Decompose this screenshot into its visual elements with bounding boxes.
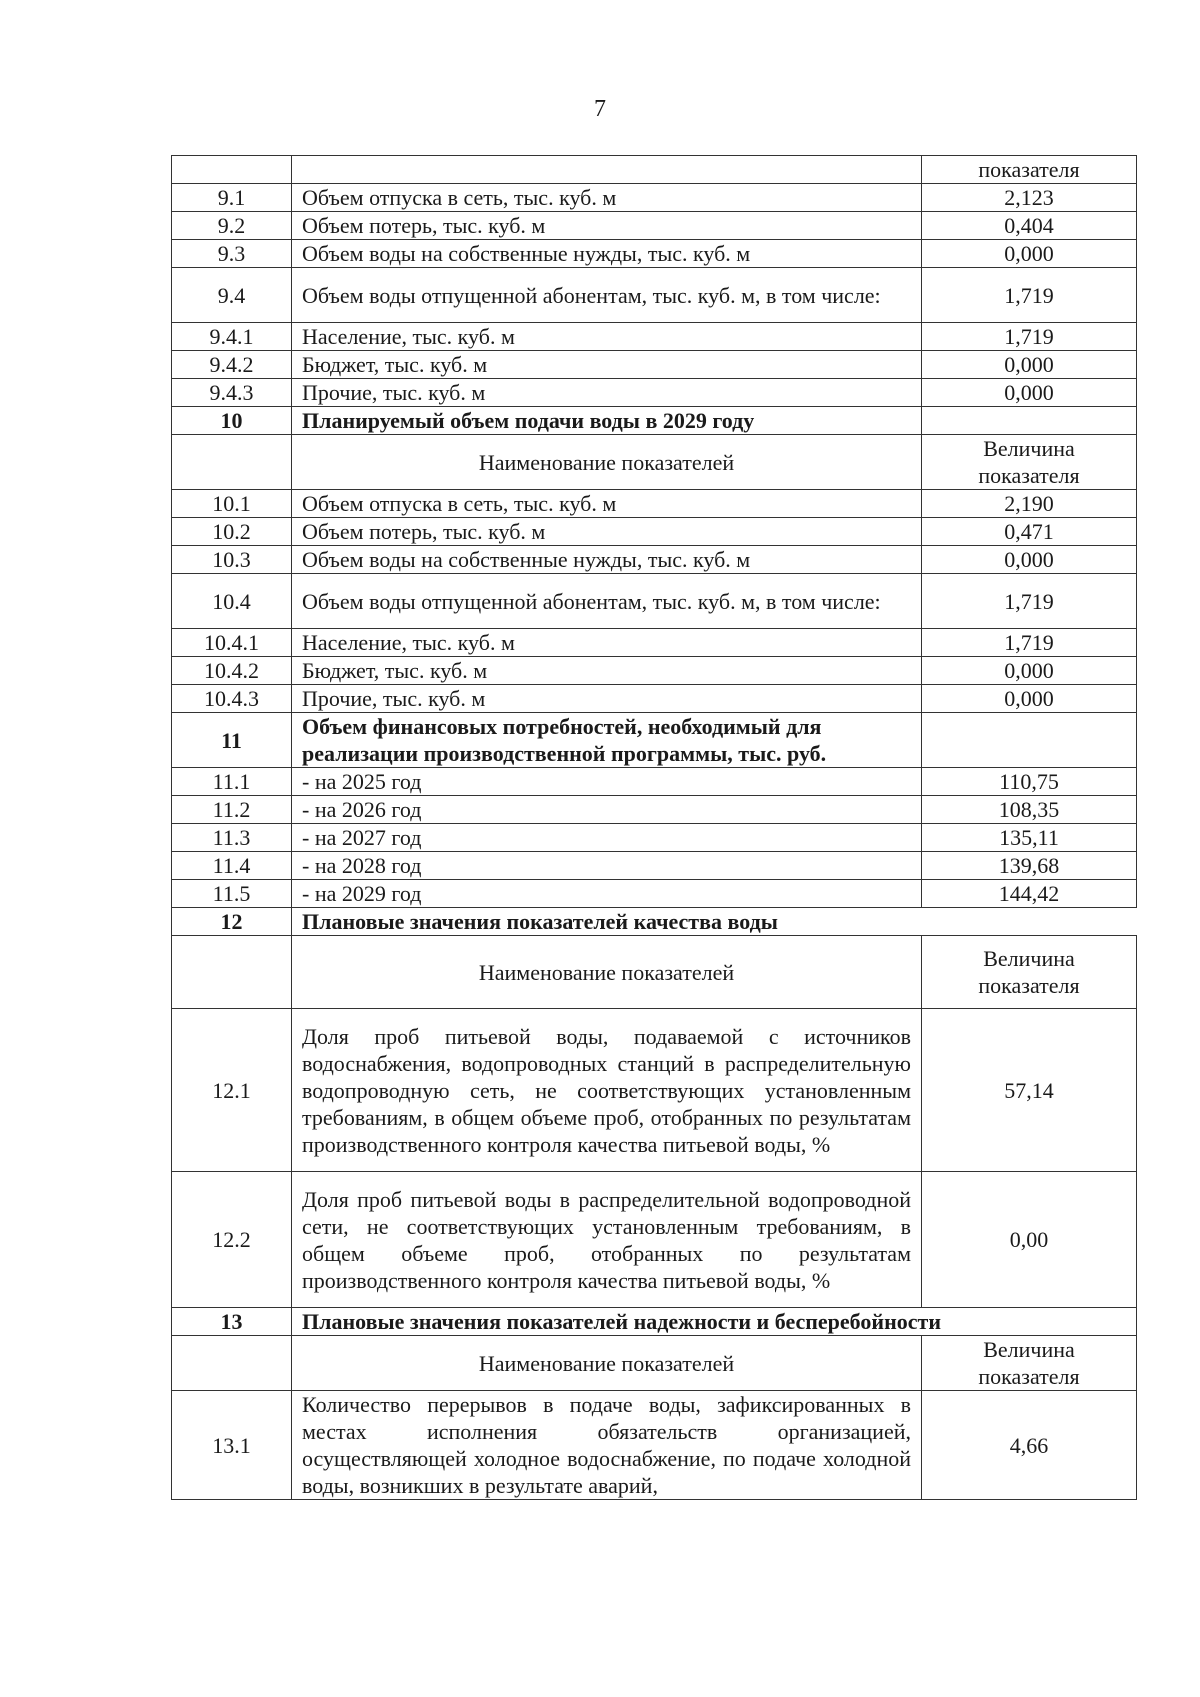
row-name: Объем отпуска в сеть, тыс. куб. м — [292, 184, 922, 212]
section-number: 10 — [172, 407, 292, 435]
table-row — [172, 629, 1137, 657]
empty-cell — [172, 1336, 292, 1391]
row-number: 10.4 — [172, 574, 292, 629]
column-header-row — [172, 435, 1137, 490]
row-value: 0,471 — [922, 518, 1137, 546]
row-number: 12.1 — [172, 1009, 292, 1172]
empty-cell — [292, 156, 922, 184]
table-row — [172, 1009, 1137, 1172]
row-name: Количество перерывов в подаче воды, зафиксированных в местах исполнения обязательств организацией, осуществляющей холодное водоснабжение, по подаче холодной воды, возникших в результате аварий, — [292, 1391, 922, 1500]
row-value: 57,14 — [922, 1009, 1137, 1172]
section-number: 13 — [172, 1308, 292, 1336]
row-value: 1,719 — [922, 323, 1137, 351]
value-column-header: Величина показателя — [922, 1336, 1137, 1391]
table-row — [172, 768, 1137, 796]
empty-cell — [172, 435, 292, 490]
row-value: 0,404 — [922, 212, 1137, 240]
row-name: Объем отпуска в сеть, тыс. куб. м — [292, 490, 922, 518]
table-row — [172, 852, 1137, 880]
row-value: 0,000 — [922, 240, 1137, 268]
row-name: Бюджет, тыс. куб. м — [292, 351, 922, 379]
row-value: 108,35 — [922, 796, 1137, 824]
row-value: 110,75 — [922, 768, 1137, 796]
table-row — [172, 685, 1137, 713]
row-name: Население, тыс. куб. м — [292, 629, 922, 657]
row-value: 1,719 — [922, 574, 1137, 629]
row-number: 12.2 — [172, 1172, 292, 1308]
row-name: - на 2028 год — [292, 852, 922, 880]
table-row — [172, 657, 1137, 685]
indicators-table — [171, 155, 1137, 1500]
section-title: Плановые значения показателей качества воды — [292, 908, 1137, 936]
section-number: 11 — [172, 713, 292, 768]
table-row — [172, 490, 1137, 518]
row-value: 2,123 — [922, 184, 1137, 212]
row-number: 11.3 — [172, 824, 292, 852]
table-row — [172, 268, 1137, 323]
empty-cell — [922, 713, 1137, 768]
row-number: 9.2 — [172, 212, 292, 240]
row-number: 10.4.1 — [172, 629, 292, 657]
table-row — [172, 379, 1137, 407]
table-row — [172, 351, 1137, 379]
section-title: Плановые значения показателей надежности и бесперебойности — [292, 1308, 1137, 1336]
row-number: 9.4.3 — [172, 379, 292, 407]
section-title-row — [172, 407, 1137, 435]
page-number: 7 — [594, 96, 606, 122]
row-name: - на 2027 год — [292, 824, 922, 852]
row-name: Население, тыс. куб. м — [292, 323, 922, 351]
row-value: 0,000 — [922, 546, 1137, 574]
table-row — [172, 1391, 1137, 1500]
row-value: 0,000 — [922, 657, 1137, 685]
value-column-header: Величина показателя — [922, 936, 1137, 1009]
row-value: 0,00 — [922, 1172, 1137, 1308]
row-number: 11.1 — [172, 768, 292, 796]
row-number: 11.4 — [172, 852, 292, 880]
value-header: показателя — [922, 156, 1137, 184]
row-number: 11.5 — [172, 880, 292, 908]
row-value: 0,000 — [922, 685, 1137, 713]
section-title: Объем финансовых потребностей, необходимый для реализации производственной программы, тыс. руб. — [292, 713, 922, 768]
row-name: - на 2026 год — [292, 796, 922, 824]
row-name: Бюджет, тыс. куб. м — [292, 657, 922, 685]
section-title: Планируемый объем подачи воды в 2029 году — [292, 407, 922, 435]
row-number: 10.2 — [172, 518, 292, 546]
section-title-row — [172, 908, 1137, 936]
row-name: Прочие, тыс. куб. м — [292, 379, 922, 407]
row-name: - на 2025 год — [292, 768, 922, 796]
row-name: Объем воды отпущенной абонентам, тыс. куб. м, в том числе: — [292, 574, 922, 629]
row-number: 9.3 — [172, 240, 292, 268]
row-name: - на 2029 год — [292, 880, 922, 908]
row-number: 9.4 — [172, 268, 292, 323]
row-name: Доля проб питьевой воды, подаваемой с источников водоснабжения, водопроводных станций в распределительную водопроводную сеть, не соответствующих установленным требованиям, в общем объеме проб, отобранных по результатам производственного контроля качества питьевой воды, % — [292, 1009, 922, 1172]
row-name: Объем воды на собственные нужды, тыс. куб. м — [292, 240, 922, 268]
row-number: 10.4.3 — [172, 685, 292, 713]
name-column-header: Наименование показателей — [292, 936, 922, 1009]
row-value: 135,11 — [922, 824, 1137, 852]
table-row — [172, 796, 1137, 824]
continuation-header-row — [172, 156, 1137, 184]
empty-cell — [172, 156, 292, 184]
row-name: Объем потерь, тыс. куб. м — [292, 518, 922, 546]
row-value: 144,42 — [922, 880, 1137, 908]
row-number: 11.2 — [172, 796, 292, 824]
name-column-header: Наименование показателей — [292, 435, 922, 490]
table-row — [172, 212, 1137, 240]
table-row — [172, 880, 1137, 908]
name-column-header: Наименование показателей — [292, 1336, 922, 1391]
row-name: Прочие, тыс. куб. м — [292, 685, 922, 713]
table-row — [172, 1172, 1137, 1308]
section-title-row — [172, 1308, 1137, 1336]
value-column-header: Величина показателя — [922, 435, 1137, 490]
row-value: 0,000 — [922, 379, 1137, 407]
row-name: Объем воды на собственные нужды, тыс. куб. м — [292, 546, 922, 574]
row-number: 10.1 — [172, 490, 292, 518]
table-row — [172, 824, 1137, 852]
row-number: 10.4.2 — [172, 657, 292, 685]
table-row — [172, 518, 1137, 546]
row-number: 9.4.2 — [172, 351, 292, 379]
row-value: 139,68 — [922, 852, 1137, 880]
row-number: 10.3 — [172, 546, 292, 574]
empty-cell — [922, 407, 1137, 435]
empty-cell — [172, 936, 292, 1009]
row-number: 9.4.1 — [172, 323, 292, 351]
table-row — [172, 546, 1137, 574]
table-row — [172, 184, 1137, 212]
row-number: 9.1 — [172, 184, 292, 212]
row-value: 1,719 — [922, 268, 1137, 323]
section-number: 12 — [172, 908, 292, 936]
row-value: 1,719 — [922, 629, 1137, 657]
row-number: 13.1 — [172, 1391, 292, 1500]
row-name: Доля проб питьевой воды в распределительной водопроводной сети, не соответствующих установленным требованиям, в общем объеме проб, отобранных по результатам производственного контроля качества питьевой воды, % — [292, 1172, 922, 1308]
column-header-row — [172, 1336, 1137, 1391]
table-row — [172, 323, 1137, 351]
table-row — [172, 574, 1137, 629]
section-title-row — [172, 713, 1137, 768]
table-row — [172, 240, 1137, 268]
row-value: 4,66 — [922, 1391, 1137, 1500]
row-value: 2,190 — [922, 490, 1137, 518]
row-value: 0,000 — [922, 351, 1137, 379]
row-name: Объем воды отпущенной абонентам, тыс. куб. м, в том числе: — [292, 268, 922, 323]
column-header-row — [172, 936, 1137, 1009]
row-name: Объем потерь, тыс. куб. м — [292, 212, 922, 240]
